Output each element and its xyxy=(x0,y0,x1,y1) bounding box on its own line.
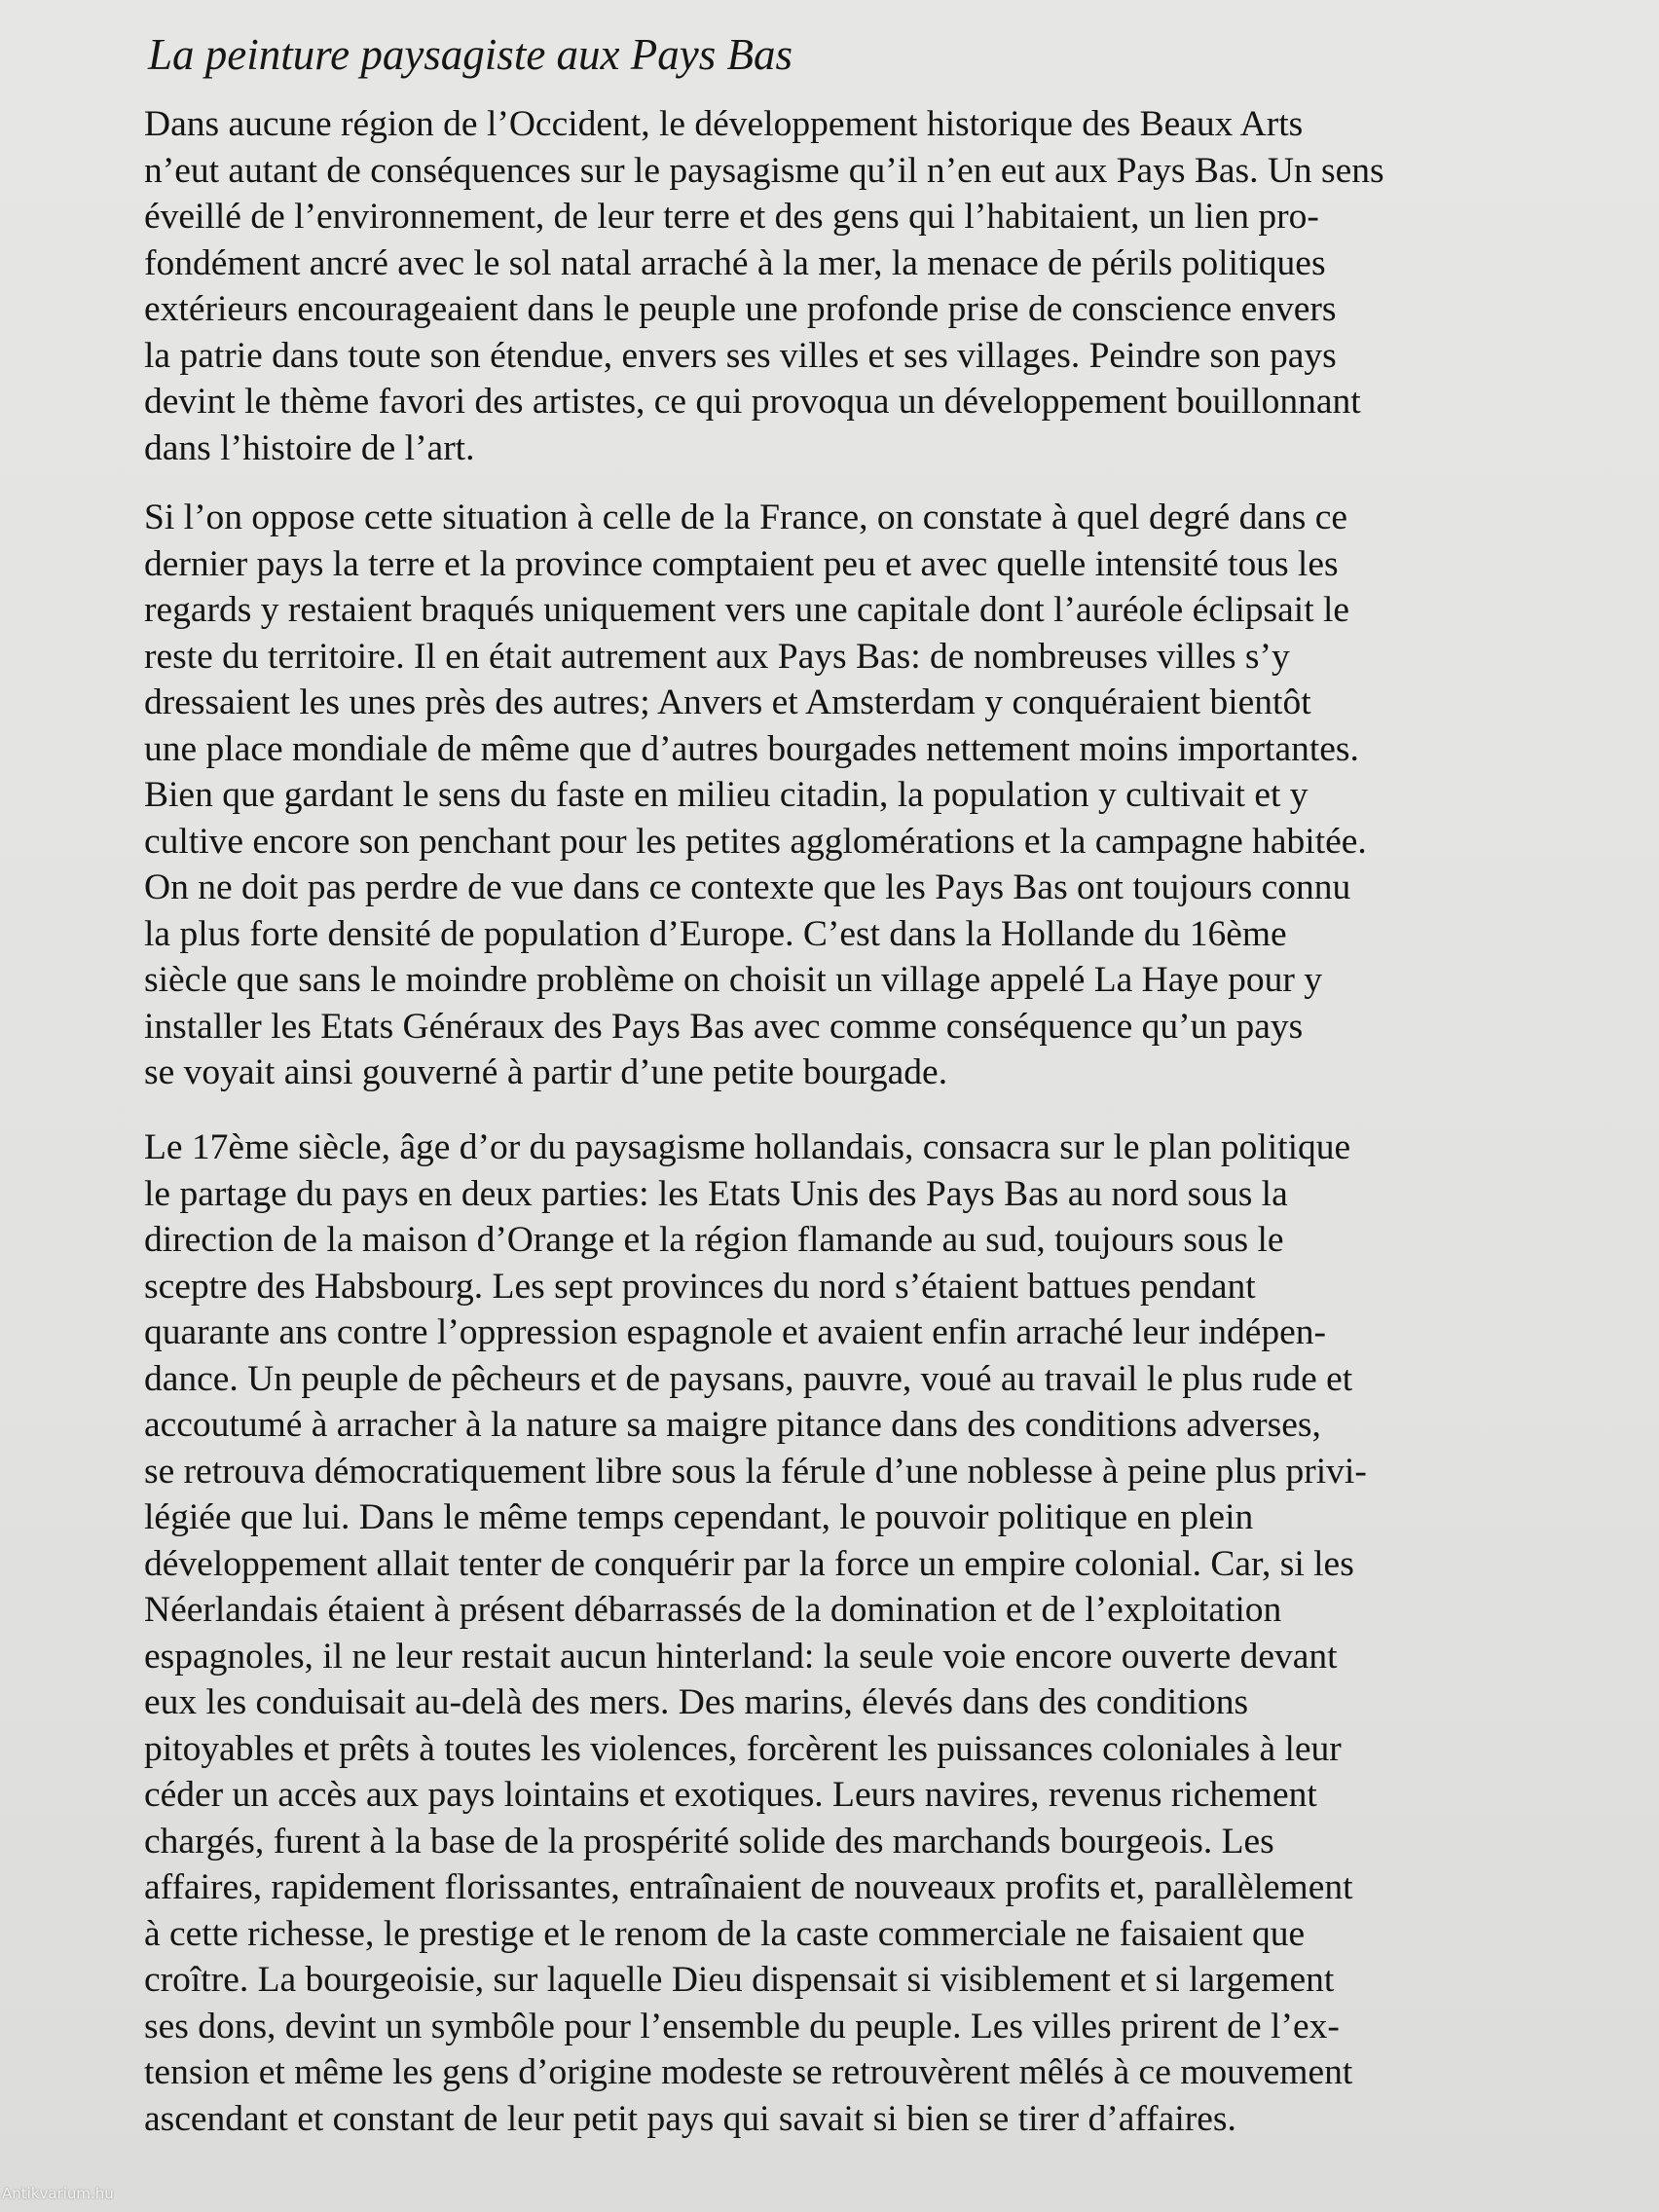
text-line: accoutumé à arracher à la nature sa maigre pitance dans des conditions adverses, xyxy=(144,1405,1321,1445)
text-line: la patrie dans toute son étendue, envers ses villes et ses villages. Peindre son pays xyxy=(144,335,1337,376)
text-line: On ne doit pas perdre de vue dans ce contexte que les Pays Bas ont toujours connu xyxy=(144,867,1351,907)
text-line: la plus forte densité de population d’Europe. C’est dans la Hollande du 16ème xyxy=(144,913,1287,954)
text-line: le partage du pays en deux parties: les Etats Unis des Pays Bas au nord sous la xyxy=(144,1173,1288,1214)
paragraph-2 xyxy=(144,495,1527,1096)
text-line: eux les conduisait au-delà des mers. Des marins, élevés dans des conditions xyxy=(144,1682,1249,1722)
text-line: pitoyables et prêts à toutes les violences, forcèrent les puissances coloniales à leur xyxy=(144,1728,1342,1769)
text-line: céder un accès aux pays lointains et exotiques. Leurs navires, revenus richement xyxy=(144,1775,1317,1815)
text-line: siècle que sans le moindre problème on choisit un village appelé La Haye pour y xyxy=(144,960,1323,1000)
text-line: se voyait ainsi gouverné à partir d’une petite bourgade. xyxy=(144,1052,948,1092)
text-line: Dans aucune région de l’Occident, le développement historique des Beaux Arts xyxy=(144,104,1304,144)
text-line: éveillé de l’environnement, de leur terre et des gens qui l’habitaient, un lien pro- xyxy=(144,197,1319,237)
text-line: Si l’on oppose cette situation à celle de la France, on constate à quel degré dans ce xyxy=(144,498,1347,537)
text-line: dans l’histoire de l’art. xyxy=(144,427,475,468)
text-line: cultive encore son penchant pour les petites agglomérations et la campagne habitée. xyxy=(144,821,1367,862)
text-line: légiée que lui. Dans le même temps cependant, le pouvoir politique en plein xyxy=(144,1497,1254,1537)
text-line: Néerlandais étaient à présent débarrassés de la domination et de l’exploitation xyxy=(144,1590,1282,1630)
text-line: une place mondiale de même que d’autres bourgades nettement moins importantes. xyxy=(144,728,1359,769)
text-line: quarante ans contre l’oppression espagnole et avaient enfin arraché leur indépen- xyxy=(144,1312,1327,1352)
paragraph-3 xyxy=(144,1124,1527,2142)
text-line: dance. Un peuple de pêcheurs et de paysans, pauvre, voué au travail le plus rude et xyxy=(144,1358,1353,1399)
text-line: extérieurs encourageaient dans le peuple une profonde prise de conscience envers xyxy=(144,289,1337,329)
text-line: ses dons, devint un symbôle pour l’ensemble du peuple. Les villes prirent de l’ex- xyxy=(144,2006,1340,2046)
text-line: chargés, furent à la base de la prospérité solide des marchands bourgeois. Les xyxy=(144,1821,1274,1862)
text-line: espagnoles, il ne leur restait aucun hinterland: la seule voie encore ouverte devant xyxy=(144,1636,1338,1677)
text-line: installer les Etats Généraux des Pays Bas avec comme conséquence qu’un pays xyxy=(144,1006,1304,1047)
text-line: direction de la maison d’Orange et la région flamande au sud, toujours sous le xyxy=(144,1220,1284,1260)
paragraph-1 xyxy=(144,101,1527,471)
text-line: à cette richesse, le prestige et le renom de la caste commerciale ne faisaient que xyxy=(144,1913,1306,1954)
text-line: Bien que gardant le sens du faste en milieu citadin, la population y cultivait et y xyxy=(144,775,1309,815)
text-line: développement allait tenter de conquérir par la force un empire colonial. Car, si les xyxy=(144,1543,1354,1584)
text-line: sceptre des Habsbourg. Les sept provinces du nord s’étaient battues pendant xyxy=(144,1266,1256,1307)
text-line: fondément ancré avec le sol natal arraché à la mer, la menace de périls politiques xyxy=(144,242,1326,283)
text-line: se retrouva démocratiquement libre sous la férule d’une noblesse à peine plus privi- xyxy=(144,1451,1367,1492)
watermark: Antikvarium.hu xyxy=(2,2185,114,2202)
page-title: La peinture paysagiste aux Pays Bas xyxy=(148,30,793,79)
text-line: dernier pays la terre et la province comptaient peu et avec quelle intensité tous les xyxy=(144,543,1339,584)
text-line: croître. La bourgeoisie, sur laquelle Dieu dispensait si visiblement et si largement xyxy=(144,1960,1335,2000)
text-line: dressaient les unes près des autres; Anvers et Amsterdam y conquéraient bientôt xyxy=(144,682,1311,722)
text-line: devint le thème favori des artistes, ce qui provoqua un développement bouillonnant xyxy=(144,382,1361,422)
text-line: regards y restaient braqués uniquement vers une capitale dont l’auréole éclipsait le xyxy=(144,590,1350,630)
text-line: reste du territoire. Il en était autrement aux Pays Bas: de nombreuses villes s’y xyxy=(144,636,1290,677)
text-line: n’eut autant de conséquences sur le paysagisme qu’il n’en eut aux Pays Bas. Un sens xyxy=(144,150,1384,191)
text-line: affaires, rapidement florissantes, entraînaient de nouveaux profits et, parallèlement xyxy=(144,1867,1353,1907)
text-line: ascendant et constant de leur petit pays qui savait si bien se tirer d’affaires. xyxy=(144,2098,1236,2139)
text-line: Le 17ème siècle, âge d’or du paysagisme hollandais, consacra sur le plan politique xyxy=(144,1127,1351,1167)
text-line: tension et même les gens d’origine modeste se retrouvèrent mêlés à ce mouvement xyxy=(144,2052,1353,2092)
